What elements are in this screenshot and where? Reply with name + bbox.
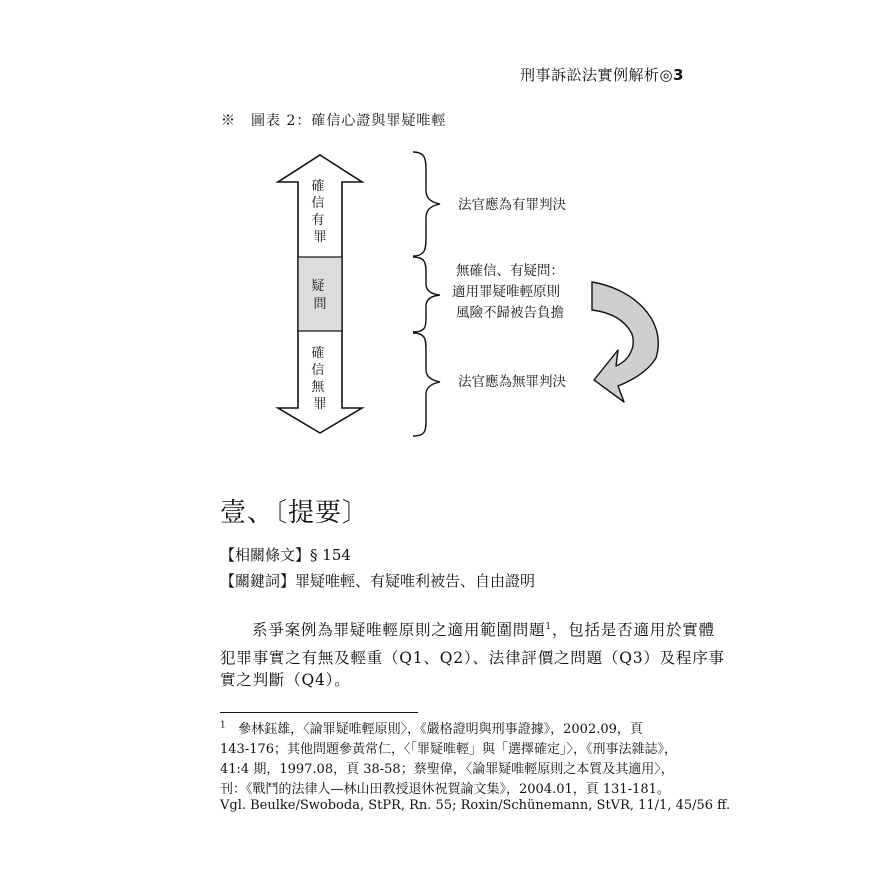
- footnote-reference[interactable]: 1: [545, 621, 552, 632]
- related-articles: [220, 544, 351, 565]
- brace-label-acquittal-verdict: 法官應為無罪判決: [458, 374, 566, 390]
- paragraph-text: 系爭案例為罪疑唯輕原則之適用範圍問題: [252, 621, 546, 639]
- footnote-line-4: 刊：《戰鬥的法律人—林山田教授退休祝賀論文集》，2004.01，頁 131-181。: [220, 782, 670, 797]
- segment-label-innocent: 確 信 無 罪: [311, 346, 327, 412]
- figure-title: ※ 圖表 2：確信心證與罪疑唯輕: [221, 113, 447, 129]
- segment-label-guilty: 確 信 有 罪: [311, 179, 327, 245]
- brace-bottom: [413, 333, 440, 436]
- footnote-line-3: 41:4 期，1997.08，頁 38-58；蔡聖偉，〈論罪疑唯輕原則之本質及其適用〉，: [220, 762, 674, 777]
- paragraph-line-2: 犯罪事實之有無及輕重（Q1、Q2）、法律評價之問題（Q3）及程序事: [220, 649, 725, 667]
- brace-middle: [413, 257, 440, 332]
- page-number: 3: [673, 66, 684, 84]
- footnote-line-2: 143-176；其他問題參黃常仁，〈「罪疑唯輕」與「選擇確定」〉，《刑事法雜誌》，: [220, 742, 678, 757]
- footnote-text: 參林鈺雄，〈論罪疑唯輕原則〉，《嚴格證明與刑事證據》，2002.09，頁: [238, 722, 643, 737]
- section-heading: 壹、〔提要〕: [220, 498, 370, 528]
- paragraph-line-3: 實之判斷（Q4）。: [220, 671, 351, 689]
- paragraph-text: ，包括是否適用於實體: [551, 621, 715, 639]
- doubt-segment: [298, 257, 342, 331]
- brace-top: [413, 152, 440, 256]
- related-articles-label: 【相關條文】: [220, 546, 311, 564]
- segment-label-doubt: 疑 問: [311, 279, 327, 312]
- footnote-number: 1: [220, 720, 226, 731]
- footnote-divider: [220, 712, 418, 713]
- curved-arrow: [592, 282, 658, 402]
- keywords: [220, 570, 535, 591]
- paragraph-line-1: [252, 618, 715, 640]
- related-articles-value: § 154: [310, 546, 351, 564]
- keywords-value: 罪疑唯輕、有疑唯利被告、自由證明: [295, 572, 536, 590]
- footnote-line-1: [220, 718, 643, 737]
- brace-label-guilty-verdict: 法官應為有罪判決: [458, 197, 566, 213]
- running-title: 刑事訴訟法實例解析◎: [519, 66, 674, 84]
- brace-label-doubt: 無確信、有疑問： 適用罪疑唯輕原則 風險不歸被告負擔: [452, 263, 564, 321]
- keywords-label: 【關鍵詞】: [220, 572, 296, 590]
- footnote-line-5: Vgl. Beulke/Swoboda, StPR, Rn. 55; Roxin/Schünemann, StVR, 11/1, 45/56 ff.: [220, 798, 731, 813]
